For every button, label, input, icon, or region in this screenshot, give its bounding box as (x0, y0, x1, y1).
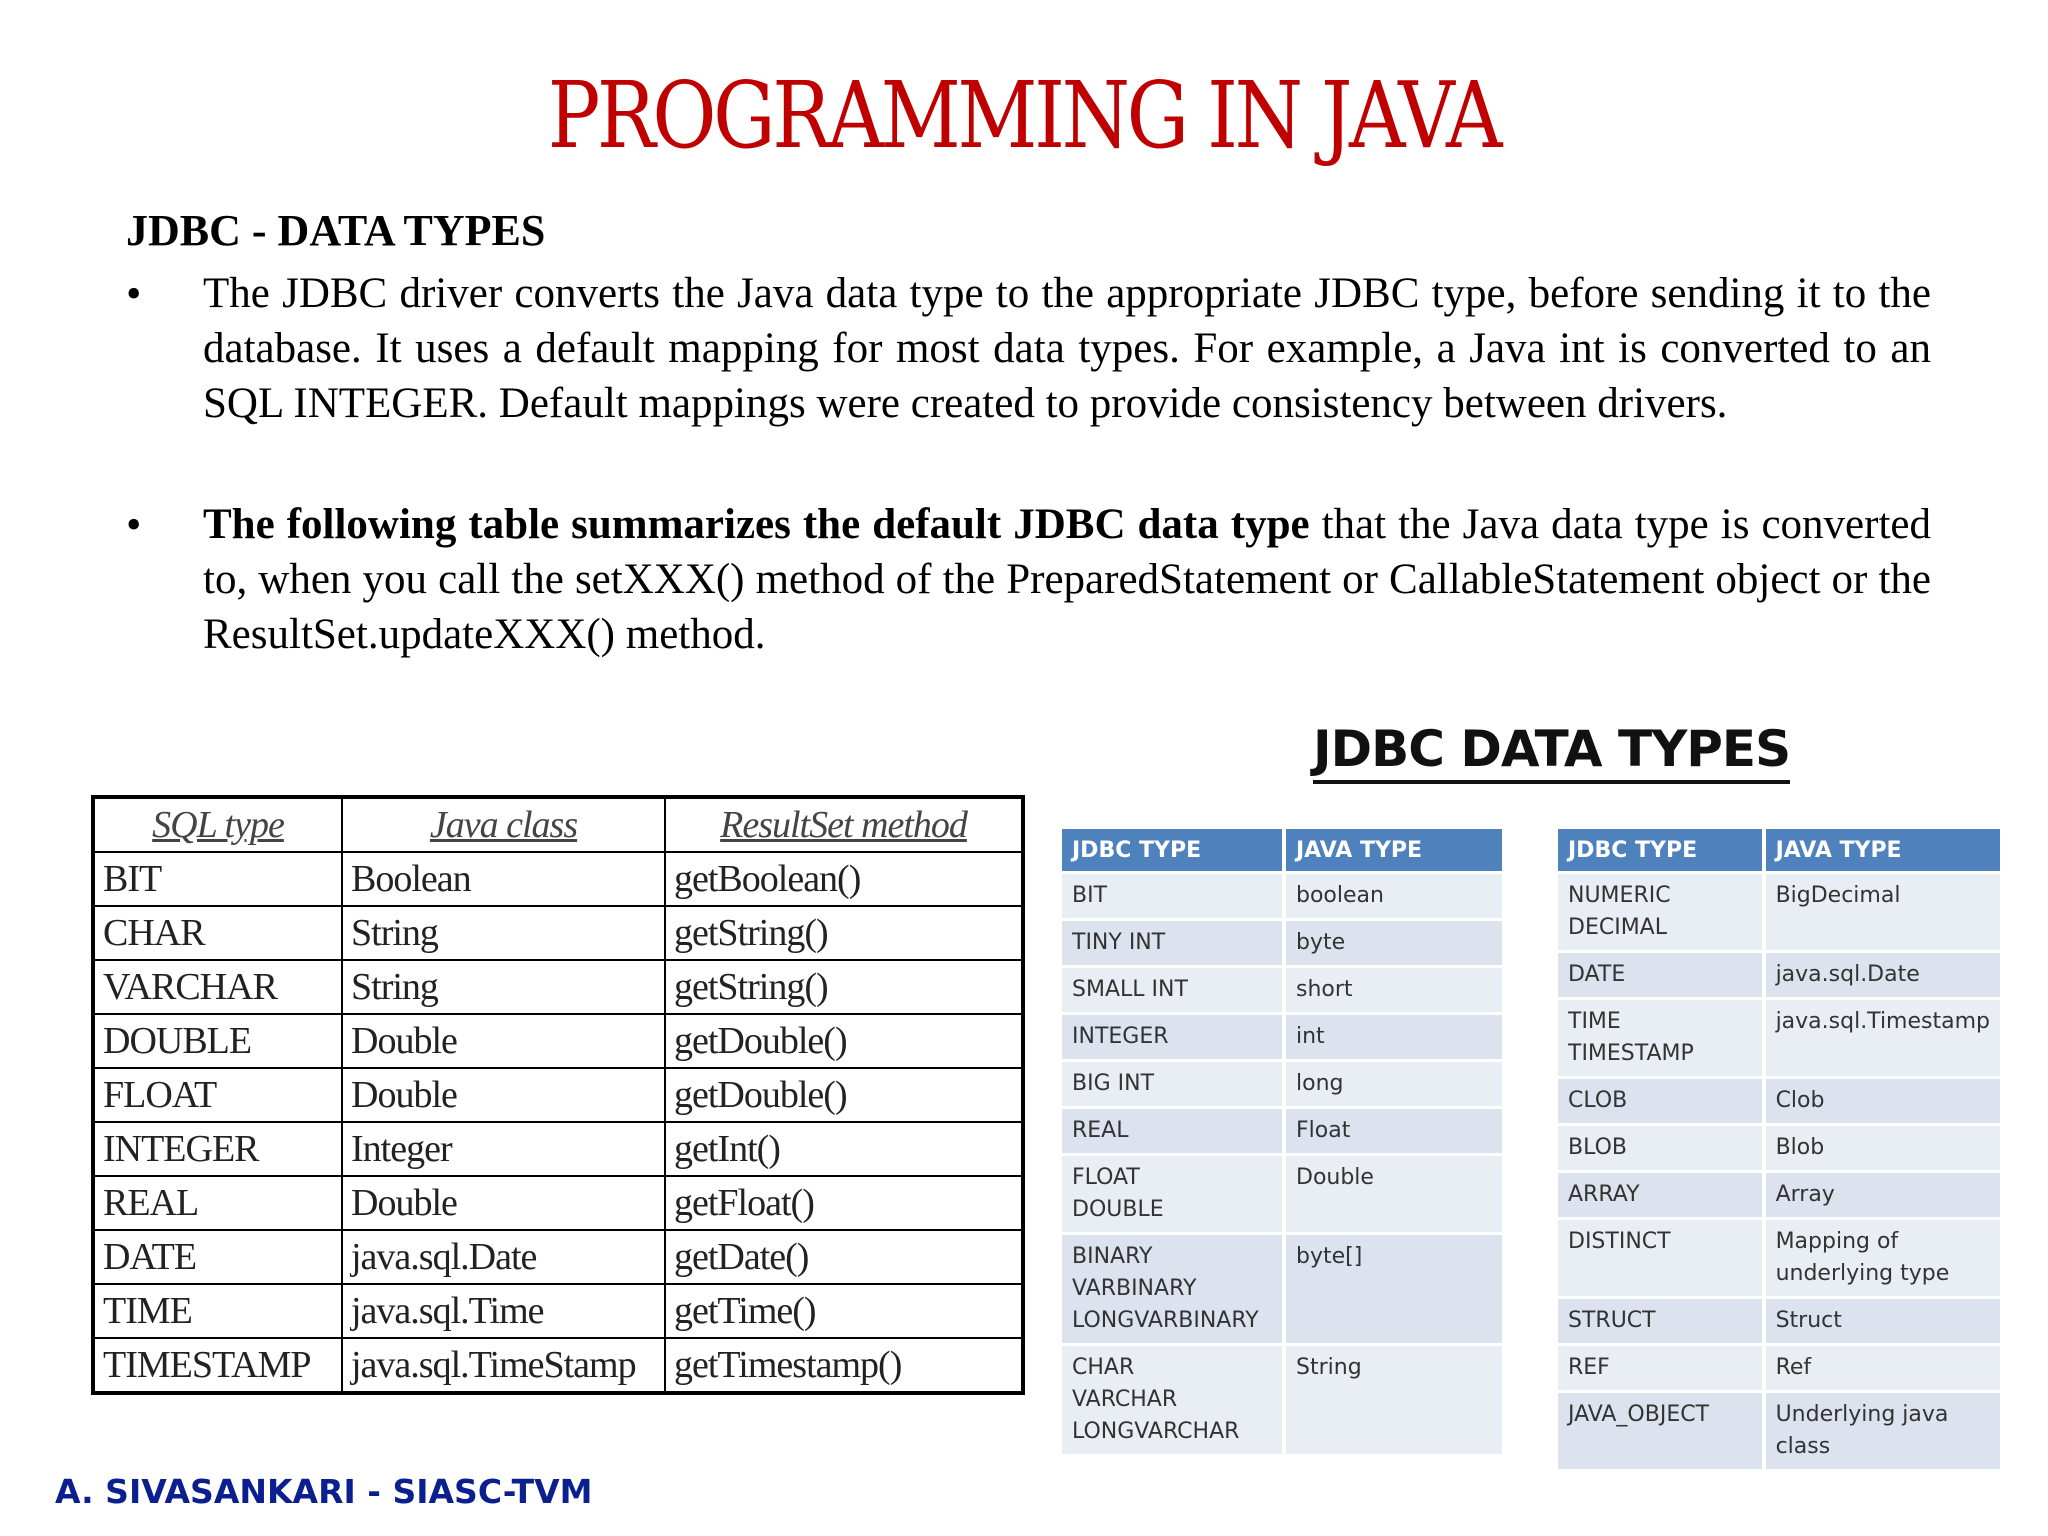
table-row (1558, 1000, 2004, 1076)
table-row (1062, 874, 1506, 918)
table-cell: CHAR (93, 906, 342, 960)
table-row (93, 1338, 1023, 1393)
jdbc-types-table-right (1558, 826, 2004, 1472)
table-cell: getString() (665, 960, 1023, 1014)
bullet-text-1: The JDBC driver converts the Java data type to the appropriate JDBC type, before sending it to the database. It uses a default mapping for most data types. For example, a Java int is converted to an SQL INTEGER. Default mappings were created to provide consistency between drivers. (203, 270, 1931, 427)
table-cell: getFloat() (665, 1176, 1023, 1230)
table-cell: BLOB (1558, 1126, 1766, 1170)
table-cell: BINARY VARBINARY LONGVARBINARY (1062, 1235, 1286, 1343)
table-cell: java.sql.Date (342, 1230, 665, 1284)
table-row (1062, 1109, 1506, 1153)
header-sql-type: SQL type (93, 797, 342, 852)
table-row (1558, 1079, 2004, 1123)
table-row (1062, 921, 1506, 965)
table-row (93, 906, 1023, 960)
header-java-class: Java class (342, 797, 665, 852)
table-row (93, 1068, 1023, 1122)
table-cell: short (1286, 968, 1506, 1012)
table-cell: BigDecimal (1766, 874, 2004, 950)
table-cell: getTime() (665, 1284, 1023, 1338)
table-cell: java.sql.Time (342, 1284, 665, 1338)
table-header-row (1558, 829, 2004, 871)
jdbc-types-table-left-body (1062, 874, 1506, 1454)
table-cell: Integer (342, 1122, 665, 1176)
table-cell: String (342, 906, 665, 960)
table-cell: getTimestamp() (665, 1338, 1023, 1393)
table-cell: getDouble() (665, 1014, 1023, 1068)
bullet-marker-2: • (126, 500, 142, 549)
table-row (1062, 1235, 1506, 1343)
table-cell: DOUBLE (93, 1014, 342, 1068)
table-row (1558, 953, 2004, 997)
section-heading: JDBC - DATA TYPES (126, 206, 546, 255)
bullet-text-2-rest: that the Java data type is converted to, when you call the setXXX() method of the PreparedStatement or CallableStatement object or the ResultSet.updateXXX() method. (203, 501, 1931, 658)
table-cell: JAVA_OBJECT (1558, 1393, 1766, 1469)
table-cell: CLOB (1558, 1079, 1766, 1123)
sql-java-table-body (93, 852, 1023, 1393)
table-cell: Underlying java class (1766, 1393, 2004, 1469)
table-row (1558, 1346, 2004, 1390)
table-cell: getBoolean() (665, 852, 1023, 906)
table-cell: REAL (93, 1176, 342, 1230)
table-row (1062, 968, 1506, 1012)
jdbc-types-table-right-body (1558, 874, 2004, 1469)
author-footer: A. SIVASANKARI - SIASC-TVM (55, 1472, 593, 1511)
table-cell: VARCHAR (93, 960, 342, 1014)
table-cell: INTEGER (93, 1122, 342, 1176)
table-cell: TINY INT (1062, 921, 1286, 965)
header-jdbc-type: JDBC TYPE (1062, 829, 1286, 871)
table-cell: Double (342, 1014, 665, 1068)
table-cell: TIME (93, 1284, 342, 1338)
bullet-text-2 (203, 497, 1931, 662)
table-cell: Double (1286, 1156, 1506, 1232)
table-cell: Float (1286, 1109, 1506, 1153)
table-cell: getInt() (665, 1122, 1023, 1176)
table-cell: DISTINCT (1558, 1220, 1766, 1296)
table-row (1062, 1062, 1506, 1106)
table-cell: CHAR VARCHAR LONGVARCHAR (1062, 1346, 1286, 1454)
table-row (1558, 1299, 2004, 1343)
table-row (93, 852, 1023, 906)
jdbc-data-types-heading: JDBC DATA TYPES (1313, 718, 1790, 784)
table-cell: Double (342, 1068, 665, 1122)
table-cell: getString() (665, 906, 1023, 960)
table-cell: BIT (1062, 874, 1286, 918)
table-cell: Ref (1766, 1346, 2004, 1390)
header-jdbc-type: JDBC TYPE (1558, 829, 1766, 871)
bullet-text-2-bold: The following table summarizes the default JDBC data type (203, 501, 1310, 548)
table-cell: Mapping of underlying type (1766, 1220, 2004, 1296)
table-cell: BIG INT (1062, 1062, 1286, 1106)
header-java-type: JAVA TYPE (1286, 829, 1506, 871)
table-cell: NUMERIC DECIMAL (1558, 874, 1766, 950)
table-cell: String (1286, 1346, 1506, 1454)
table-cell: Array (1766, 1173, 2004, 1217)
table-row (1558, 1173, 2004, 1217)
table-cell: getDouble() (665, 1068, 1023, 1122)
table-cell: DATE (93, 1230, 342, 1284)
table-cell: FLOAT (93, 1068, 342, 1122)
header-java-type: JAVA TYPE (1766, 829, 2004, 871)
jdbc-types-table-left (1062, 826, 1506, 1457)
table-cell: java.sql.Date (1766, 953, 2004, 997)
table-cell: Double (342, 1176, 665, 1230)
table-row (1062, 1156, 1506, 1232)
table-row (1062, 1015, 1506, 1059)
table-row (1558, 1126, 2004, 1170)
table-cell: boolean (1286, 874, 1506, 918)
table-cell: ARRAY (1558, 1173, 1766, 1217)
table-row (93, 960, 1023, 1014)
table-cell: byte (1286, 921, 1506, 965)
table-row (1558, 874, 2004, 950)
table-cell: REF (1558, 1346, 1766, 1390)
bullet-marker-1: • (126, 269, 142, 318)
table-row (1062, 1346, 1506, 1454)
table-cell: SMALL INT (1062, 968, 1286, 1012)
table-cell: INTEGER (1062, 1015, 1286, 1059)
table-cell: TIME TIMESTAMP (1558, 1000, 1766, 1076)
table-row (93, 1230, 1023, 1284)
table-cell: String (342, 960, 665, 1014)
sql-java-table (91, 795, 1025, 1395)
table-cell: Blob (1766, 1126, 2004, 1170)
table-row (1558, 1220, 2004, 1296)
table-row (1558, 1393, 2004, 1469)
table-cell: TIMESTAMP (93, 1338, 342, 1393)
table-cell: int (1286, 1015, 1506, 1059)
table-cell: java.sql.Timestamp (1766, 1000, 2004, 1076)
table-cell: STRUCT (1558, 1299, 1766, 1343)
table-row (93, 1176, 1023, 1230)
table-cell: byte[] (1286, 1235, 1506, 1343)
header-resultset-method: ResultSet method (665, 797, 1023, 852)
table-cell: Struct (1766, 1299, 2004, 1343)
table-cell: Clob (1766, 1079, 2004, 1123)
table-header-row (93, 797, 1023, 852)
table-cell: DATE (1558, 953, 1766, 997)
table-header-row (1062, 829, 1506, 871)
table-row (93, 1122, 1023, 1176)
table-cell: BIT (93, 852, 342, 906)
table-row (93, 1014, 1023, 1068)
slide-title: PROGRAMMING IN JAVA (547, 62, 1500, 169)
table-cell: java.sql.TimeStamp (342, 1338, 665, 1393)
table-cell: FLOAT DOUBLE (1062, 1156, 1286, 1232)
table-row (93, 1284, 1023, 1338)
table-cell: REAL (1062, 1109, 1286, 1153)
table-cell: long (1286, 1062, 1506, 1106)
table-cell: getDate() (665, 1230, 1023, 1284)
table-cell: Boolean (342, 852, 665, 906)
